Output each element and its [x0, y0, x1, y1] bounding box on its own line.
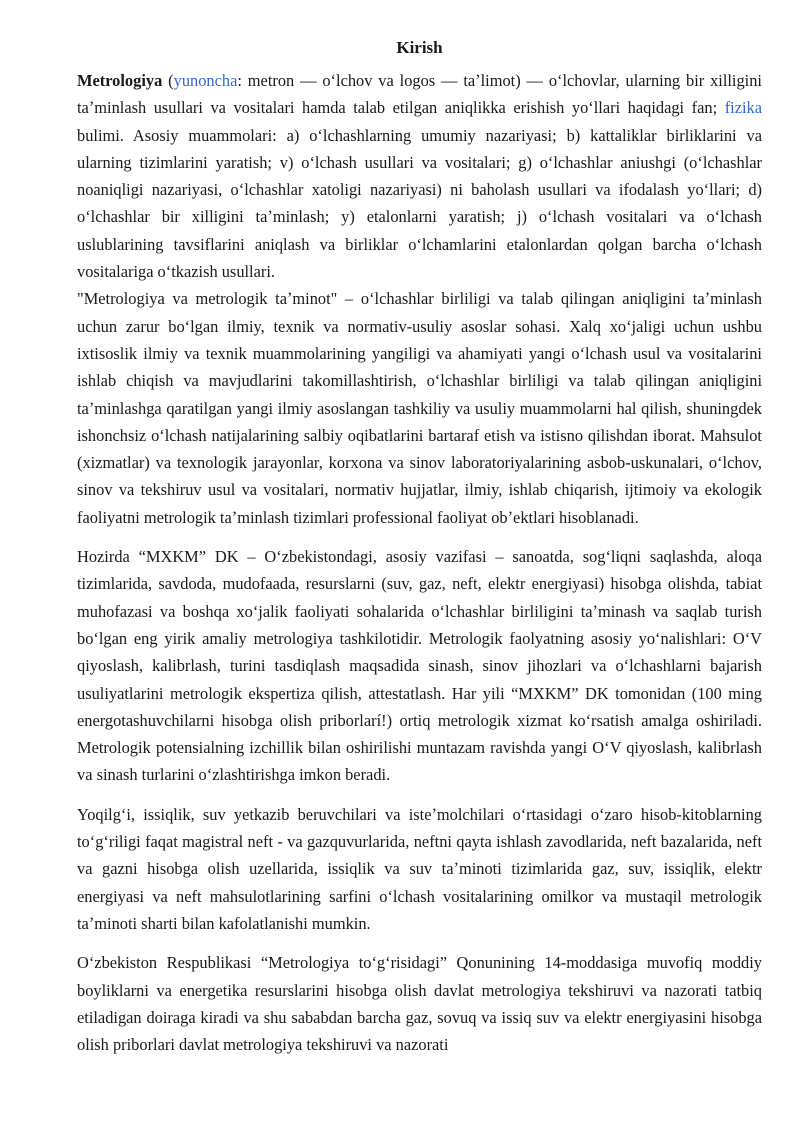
page-title: Kirish: [396, 38, 443, 57]
link-fizika[interactable]: fizika: [724, 98, 762, 118]
link-yunoncha[interactable]: yunoncha: [173, 71, 238, 90]
definition-text-a: : metron — oʻlchov va logos — taʼlimot) — oʻlchovlar, ularning bir xilligini taʼminlash usullari va vositalari hamda talab etilgan aniqlikka erishish yoʻllari haqidagi fan;: [77, 71, 762, 118]
term-metrologiya: Metrologiya: [77, 71, 163, 90]
paragraph-fuel-accounting: Yoqilgʻi, issiqlik, suv yetkazib beruvchilari va isteʼmolchilari oʻrtasidagi oʻzaro hisob-kitoblarning toʻgʻriligi faqat magistral neft - va gazquvurlarida, neftni qayta ishlash zavodlarida, neft bazalarida, neft va gazni hisobga olish uzellarida, issiqlik va suv taʼminoti tizimlarida gaz, suv, issiqlik, elektr energiyasi va neft mahsulotlarining sarfini oʻlchash vositalarining omilkor va mustaqil metrologik taʼminoti sharti bilan kafolatlanishi mumkin.: [77, 804, 762, 933]
paren-open: (: [162, 71, 174, 90]
paragraph-definition: [77, 67, 762, 285]
paragraph-law: Oʻzbekiston Respublikasi “Metrologiya toʻgʻrisidagi” Qonunining 14-moddasiga muvofiq moddiy boyliklarni va energetika resurslarini hisobga olish davlat metrologiya tekshiruvi va nazorati tatbiq etiladigan doiraga kiradi va shu sababdan barcha gaz, sovuq va issiq suv va elektr energiyasini hisobga olish priborlari davlat metrologiya tekshiruvi va nazorati: [77, 953, 762, 1055]
definition-text-b: bulimi. Asosiy muammolari: a) oʻlchashlarning umumiy nazariyasi; b) kattaliklar birliklarini va ularning tizimlarini yaratish; v) oʻlchash usullari va vositalari; g) oʻlchashlar aniushgi (oʻlchashlar noaniqligi nazariyasi, oʻlchashlar xatoligi nazariyasi) ni baholash usullari va ifodalash yoʻllari; d) oʻlchashlar bir xilligini taʼminlash; y) etalonlarni yaratish; j) oʻlchash vositalari va oʻlchash uslublarining tavsiflarini aniqlash va birliklar oʻlchamlarini etalonlardan qolgan barcha oʻlchash vositalariga oʻtkazish usullari.: [77, 125, 762, 282]
paragraph-mxkm: Hozirda “MXKM” DK – Oʻzbekistondagi, asosiy vazifasi – sanoatda, sogʻliqni saqlashda, aloqa tizimlarida, savdoda, mudofaada, resurslarni (suv, gaz, neft, elektr energiyasi) hisobga olishda, tabiat muhofazasi va boshqa xoʻjalik faoliyati sohalarida oʻlchashlar birliligini taʼminash va saqlab turish boʻlgan eng yirik amaliy metrologiya tashkilotidir. Metrologik faolyatning asosiy yoʻnalishlari: OʻV qiyoslash, kalibrlash, turini tasdiqlash maqsadida sinash, sinov jihozlari va oʻlchashlarni bajarish usuliyatlarini metrologik ekspertiza qilish, attestatlash. Har yili “MXKM” DK tomonidan (100 ming energotashuvchilarni hisobga olish priborlarí!) ortiq metrologik xizmat koʻrsatish amalga oshiriladi. Metrologik potensialning izchillik bilan oshirilishi muntazam ravishda yangi OʻV qiyoslash, kalibrlash va sinash turlarini oʻzlashtirishga imkon beradi.: [77, 547, 762, 785]
paragraph-metrological-support: "Metrologiya va metrologik taʼminot" – oʻlchashlar birliligi va talab qilingan aniqligini taʼminlash uchun zarur boʻlgan ilmiy, texnik va normativ-usuliy asoslar sohasi. Xalq xoʻjaligi uchun ushbu ixtisoslik ilmiy va texnik muammolarining yangiligi va ahamiyati yangi oʻlchash usul va vositalarini ishlab chiqish va mavjudlarini takomillashtirish, oʻlchashlar birliligi va talab qilingan aniqligini taʼminlashga qaratilgan yangi ilmiy asoslangan tashkiliy va usuliy muammolarni hal qilish, shuningdek ishonchsiz oʻlchash natijalarining salbiy oqibatlarini bartaraf etish va istisno qilishdan iborat. Mahsulot (xizmatlar) va texnologik jarayonlar, korxona va sinov laboratoriyalarining asbob-uskunalari, oʻlchov, sinov va tekshiruv usul va vositalari, normativ hujjatlar, ilmiy, ishlab chiqarish, ijtimoiy va ekologik faoliyatni metrologik taʼminlash tizimlari professional faoliyat obʼektlari hisoblanadi.: [77, 289, 762, 527]
